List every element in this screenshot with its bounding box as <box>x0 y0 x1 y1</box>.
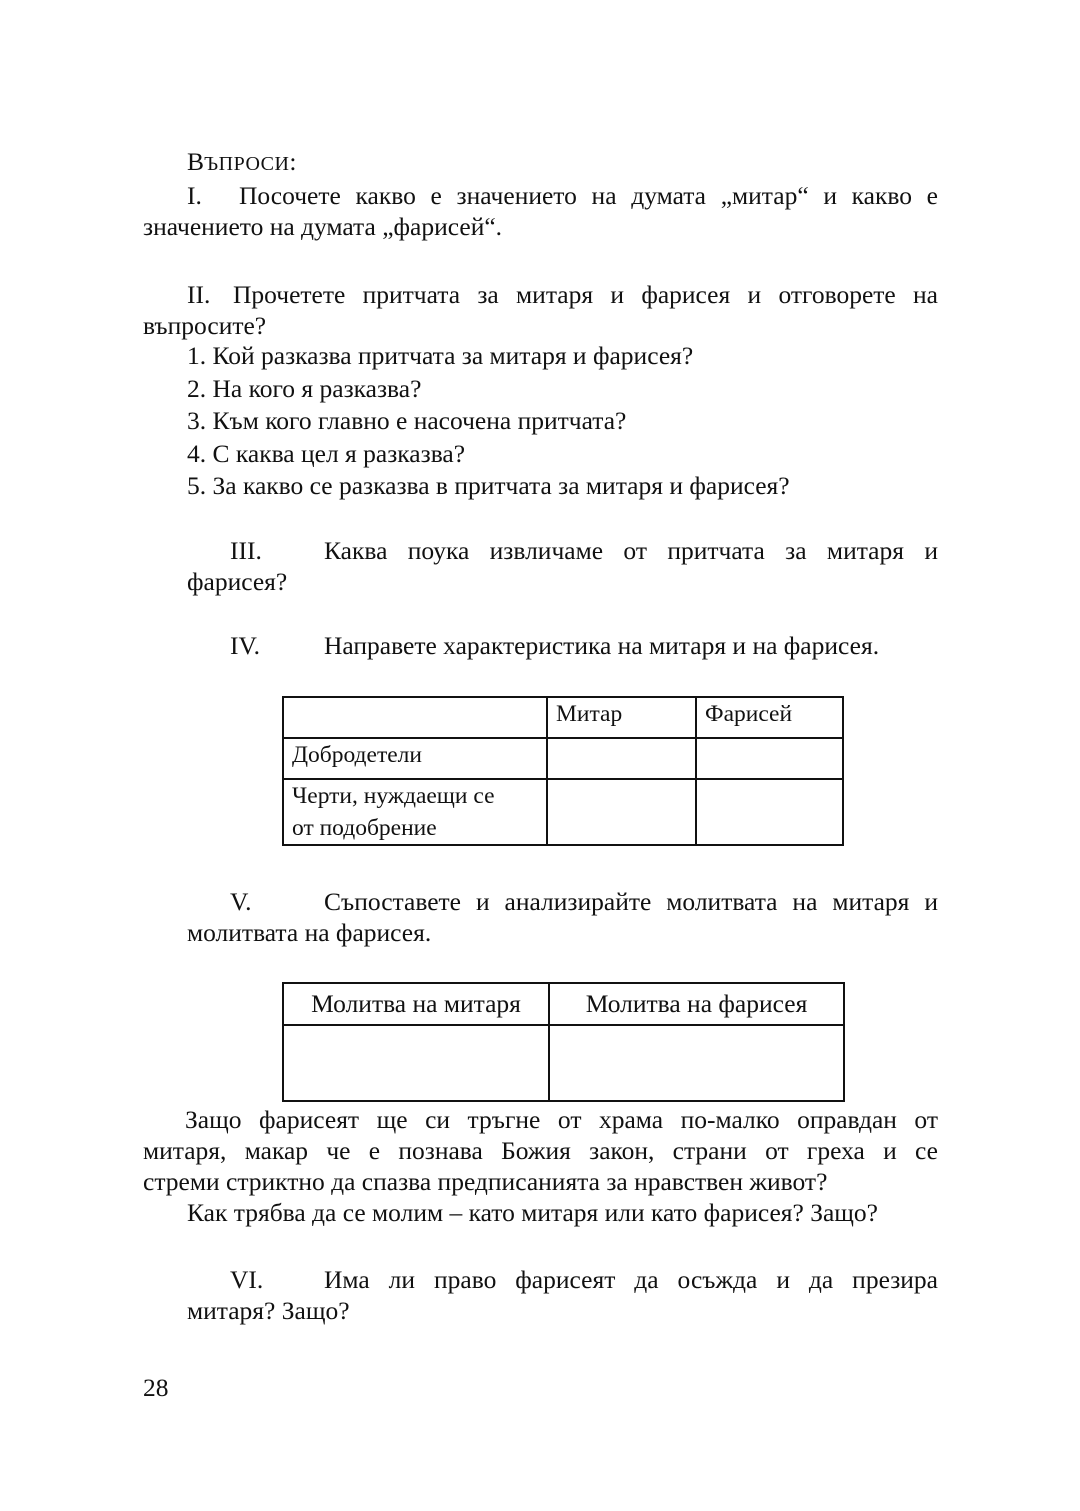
followup-line-3: стреми стриктно да спазва предписанията за нравствен живот? <box>143 1167 828 1196</box>
question-6 <box>187 1264 938 1326</box>
question-1-line-1 <box>143 180 938 211</box>
question-5-line-1 <box>187 886 938 917</box>
table-cell-empty[interactable] <box>547 779 696 845</box>
question-2-number: II. <box>187 280 211 309</box>
table-cell-label: Добродетели <box>283 738 547 779</box>
table-row <box>283 1025 844 1101</box>
heading-colon: : <box>289 147 297 176</box>
followup-line-1: Защо фарисеят ще си тръгне от храма по-малко оправдан от <box>185 1105 938 1134</box>
question-6-text: Има ли право фарисеят да осъжда и да презира <box>324 1265 938 1294</box>
question-2-line-1 <box>143 279 938 310</box>
table-header-mitar-prayer: Молитва на митаря <box>283 983 549 1025</box>
list-item: 1. Кой разказва притчата за митаря и фарисея? <box>187 341 694 370</box>
table-cell-line: Черти, нуждаещи се <box>292 783 495 809</box>
table-cell-line: от подобрение <box>292 815 437 841</box>
question-1-number: I. <box>187 181 202 210</box>
table-cell-empty[interactable] <box>549 1025 844 1101</box>
table-header-row <box>283 697 843 738</box>
question-1-text: Посочете какво е значението на думата „митар“ и какво е <box>239 181 938 210</box>
table-cell-empty[interactable] <box>283 1025 549 1101</box>
question-1-line-2: значението на думата „фарисей“. <box>143 212 503 241</box>
question-2 <box>143 279 938 341</box>
question-4-text: Направете характеристика на митаря и на фарисея. <box>324 631 880 660</box>
table-header-farisei: Фарисей <box>696 697 843 738</box>
list-item: 3. Към кого главно е насочена притчата? <box>187 406 627 435</box>
followup-line-4: Как трябва да се молим – като митаря или като фарисея? Защо? <box>187 1198 879 1227</box>
prayer-comparison-table <box>282 982 845 1102</box>
question-4 <box>187 630 938 661</box>
question-2-list <box>187 340 790 503</box>
question-3 <box>187 535 938 597</box>
list-item: 2. На кого я разказва? <box>187 373 422 403</box>
followup-line-2: митаря, макар че е познава Божия закон, страни от греха и се <box>143 1136 938 1165</box>
question-5-line-2: молитвата на фарисея. <box>187 918 432 947</box>
table-cell-empty[interactable] <box>547 738 696 779</box>
characteristics-table <box>282 696 844 846</box>
heading-cap: В <box>187 147 205 176</box>
question-3-text: Каква поука извличаме от притчата за митаря и <box>324 536 938 565</box>
question-6-line-2: митаря? Защо? <box>187 1296 350 1325</box>
question-1 <box>143 180 938 242</box>
list-item: 4. С каква цел я разказва? <box>187 438 466 468</box>
question-3-line-1 <box>187 535 938 566</box>
followup-paragraph <box>143 1104 938 1228</box>
table-cell-label <box>283 779 547 845</box>
table-cell-empty[interactable] <box>696 738 843 779</box>
question-2-text: Прочетете притчата за митаря и фарисея и отговорете на <box>233 280 938 309</box>
question-2-line-2: въпросите? <box>143 311 267 340</box>
question-6-line-1 <box>187 1264 938 1295</box>
table-header-mitar: Митар <box>547 697 696 738</box>
question-3-line-2: фарисея? <box>187 567 288 596</box>
question-5-number: V. <box>230 887 252 916</box>
question-5-text: Съпоставете и анализирайте молитвата на митаря и <box>324 887 938 916</box>
list-item: 5. За какво се разказва в притчата за митаря и фарисея? <box>187 471 790 500</box>
section-heading <box>187 147 297 177</box>
table-header-row <box>283 983 844 1025</box>
page-number: 28 <box>143 1373 169 1402</box>
table-header-empty <box>283 697 547 738</box>
heading-smallcaps: ЪПРОСИ <box>204 153 290 175</box>
question-4-number: IV. <box>230 631 260 660</box>
question-4-line-1 <box>187 630 938 661</box>
table-cell-empty[interactable] <box>696 779 843 845</box>
question-5 <box>187 886 938 948</box>
question-6-number: VI. <box>230 1265 264 1294</box>
table-row <box>283 779 843 845</box>
question-3-number: III. <box>230 536 262 565</box>
table-row <box>283 738 843 779</box>
table-header-farisei-prayer: Молитва на фарисея <box>549 983 844 1025</box>
